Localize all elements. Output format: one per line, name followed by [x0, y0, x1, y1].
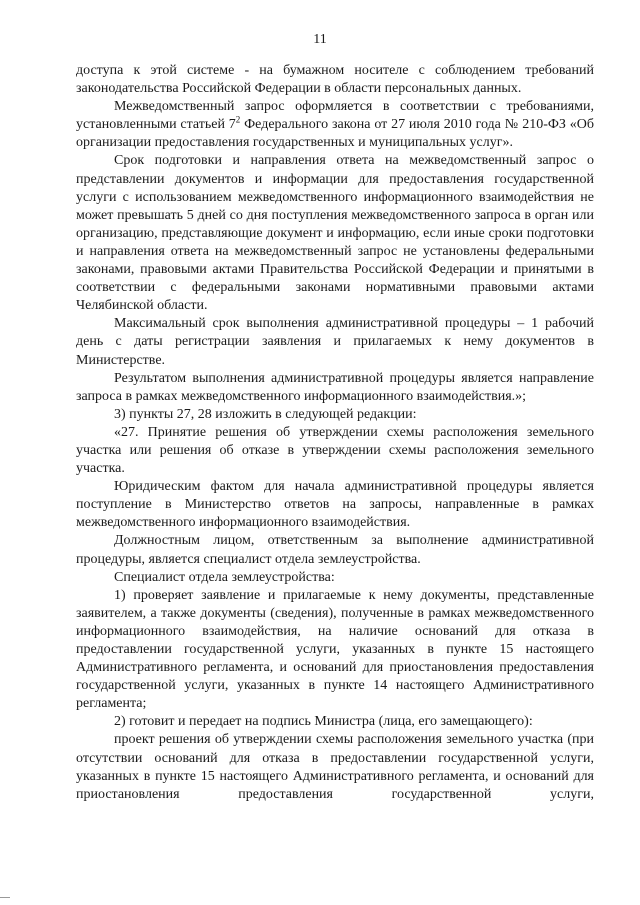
paragraph: Срок подготовки и направления ответа на межведомственный запрос о представлении документов и информации для предоставления государственной услуги с использованием межведомственного информационного взаимодействия не может превышать 5 дней со дня поступления межведомственного запроса в орган или организацию, представляющие документ и информацию, если иные сроки подготовки и направления ответа на межведомственный запрос не установлены федеральными законами, правовыми актами Правительства Российской Федерации и принятыми в соответствии с федеральными законами нормативными правовыми актами Челябинской области. — [76, 153, 594, 314]
paragraph: 3) пункты 27, 28 изложить в следующей редакции: — [114, 406, 417, 422]
paragraph-text: Федерального закона от 27 июля 2010 года № 210-ФЗ «Об организации предоставления государственных и муниципальных услуг». — [76, 117, 595, 151]
paragraph: Юридическим фактом для начала административной процедуры является поступление в Министерство ответов на запросы, направленные в рамках межведомственного информационного взаимодействия. — [76, 479, 594, 531]
paragraph-text: Межведомственный запрос оформляется в соответствии с требованиями, установленными статьей 7 — [76, 99, 594, 133]
document-body — [76, 62, 594, 804]
paragraph: доступа к этой системе - на бумажном носителе с соблюдением требований законодательства Российской Федерации в области персональных данных. — [76, 63, 594, 97]
paragraph: «27. Принятие решения об утверждении схемы расположения земельного участка или решения об отказе в утверждении схемы расположения земельного участка. — [76, 424, 594, 477]
paragraph: Специалист отдела землеустройства: — [114, 569, 335, 585]
scan-edge-mark — [0, 897, 10, 898]
paragraph: Результатом выполнения административной процедуры является направление запроса в рамках межведомственного информационного взаимодействия.»; — [76, 370, 594, 404]
paragraph: 2) готовит и передает на подпись Министра (лица, его замещающего): — [114, 714, 533, 730]
paragraph: 1) проверяет заявление и прилагаемые к нему документы, представленные заявителем, а также документы (сведения), полученные в рамках межведомственного информационного взаимодействия, на наличие оснований для отказа в предоставлении государственной услуги, указанных в пункте 15 настоящего Административного регламента, и оснований для приостановления предоставления государственной услуги, указанных в пункте 14 настоящего Административного регламента; — [76, 587, 594, 712]
paragraph: Должностным лицом, ответственным за выполнение административной процедуры, является специалист отдела землеустройства. — [76, 533, 594, 567]
paragraph: проект решения об утверждении схемы расположения земельного участка (при отсутствии оснований для отказа в предоставлении государственной услуги, указанных в пункте 15 настоящего Административного регламента, и оснований для приостановления предоставления государственной услуги, — [76, 732, 594, 802]
paragraph: Максимальный срок выполнения административной процедуры – 1 рабочий день с даты регистрации заявления и прилагаемых к нему документов в Министерстве. — [76, 316, 594, 368]
superscript: 2 — [235, 114, 241, 125]
page-number: 11 — [313, 32, 327, 47]
paragraph — [76, 98, 594, 152]
